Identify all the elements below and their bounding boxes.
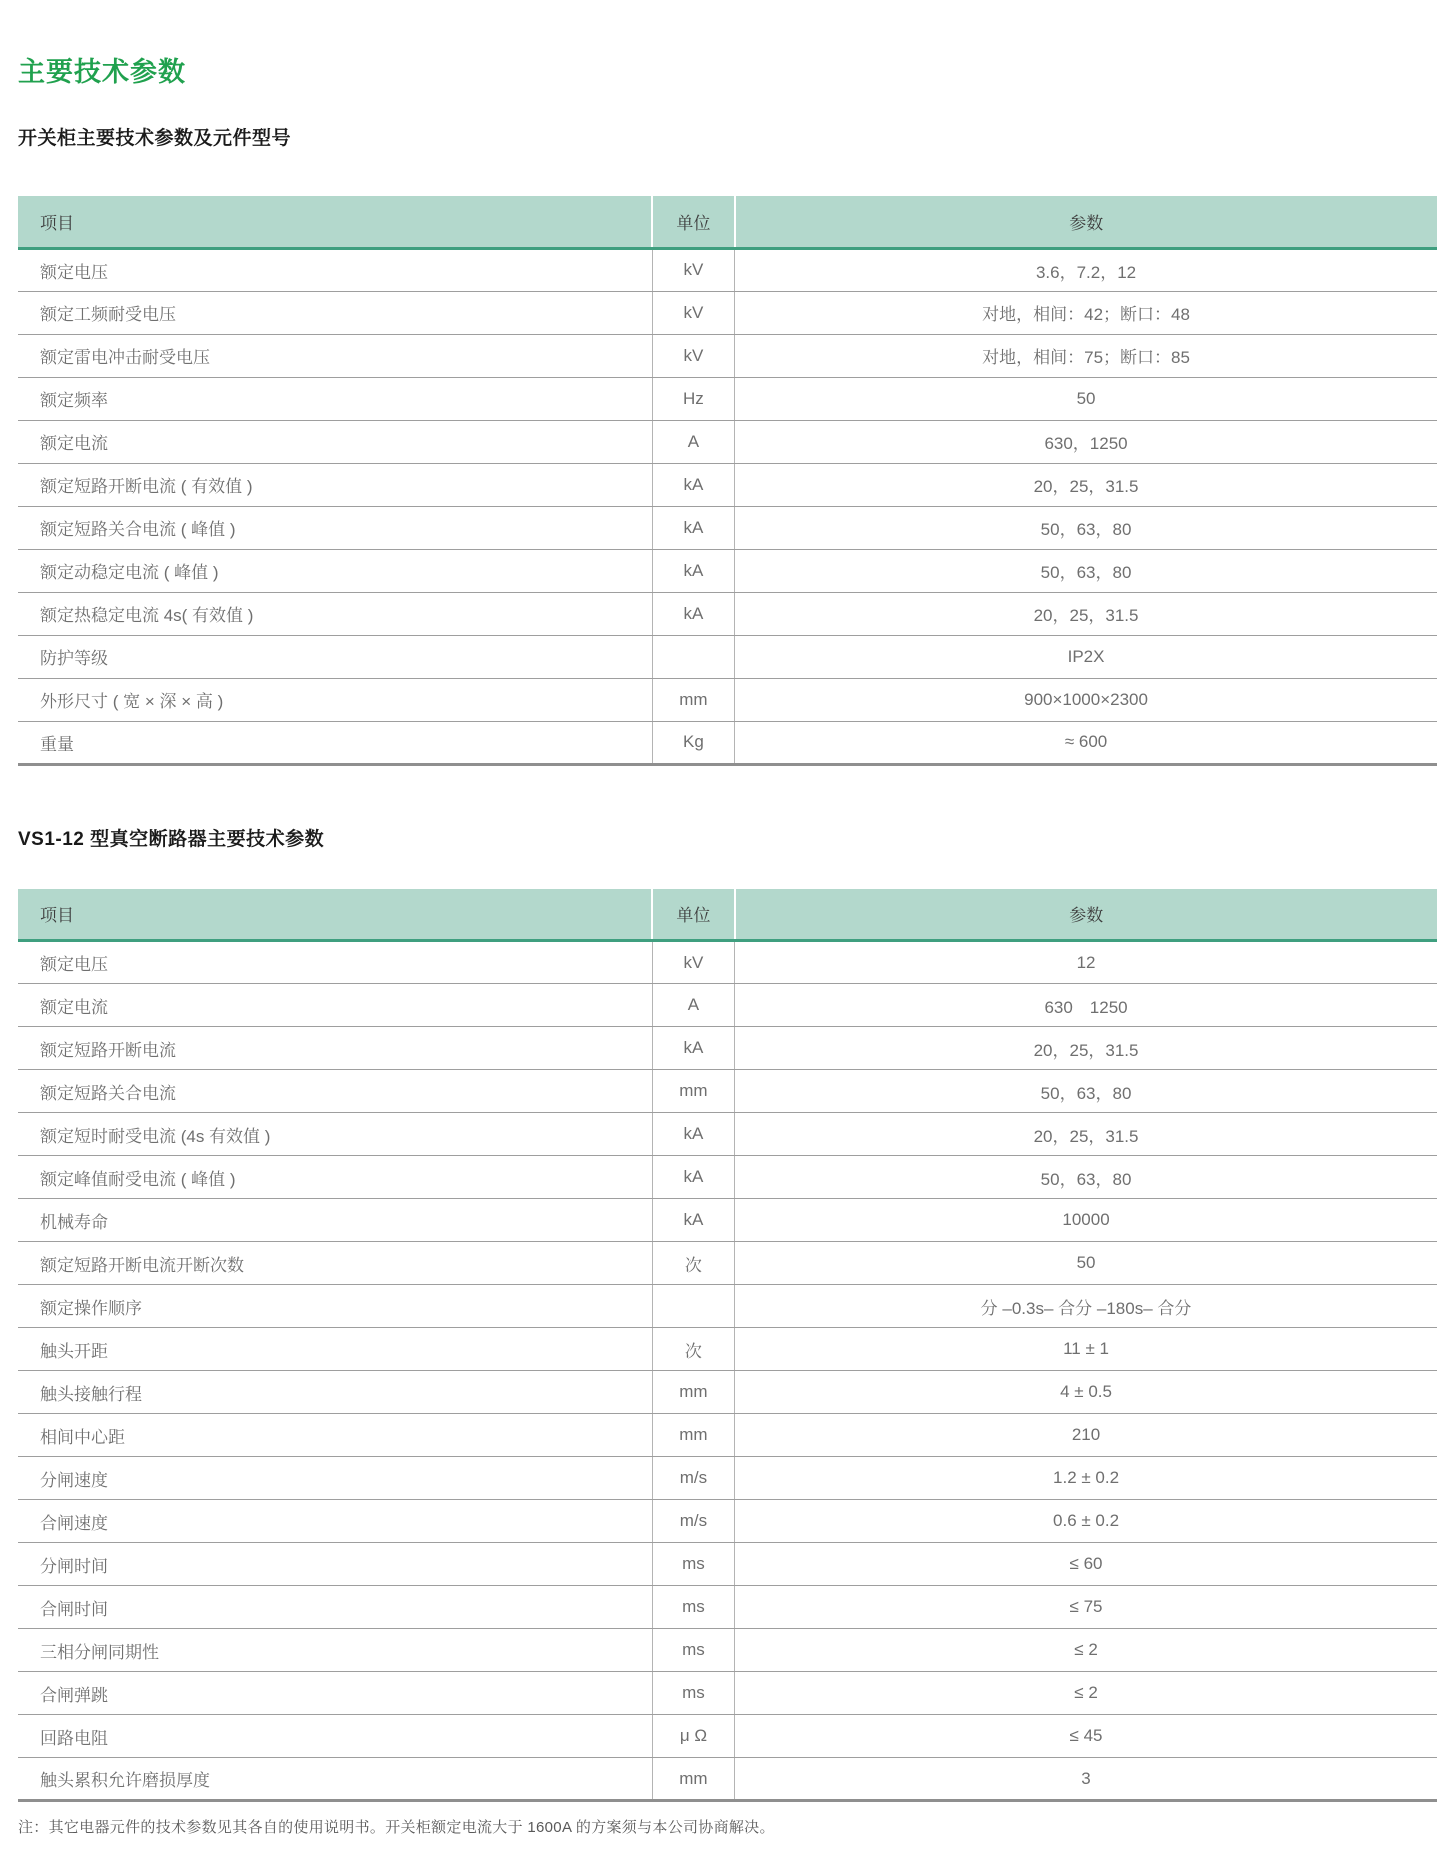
table-row <box>18 1758 1437 1801</box>
cell-value: 900×1000×2300 <box>735 678 1437 721</box>
table-row <box>18 377 1437 420</box>
cell-unit: kA <box>652 463 734 506</box>
table-row <box>18 1414 1437 1457</box>
cell-unit: 次 <box>652 1242 734 1285</box>
cell-item: 额定电流 <box>18 984 652 1027</box>
table-body-breaker <box>18 941 1437 1801</box>
cell-unit: kV <box>652 334 734 377</box>
cell-value: 20，25，31.5 <box>735 592 1437 635</box>
cell-unit: kA <box>652 1199 734 1242</box>
cell-item: 额定短路开断电流开断次数 <box>18 1242 652 1285</box>
cell-item: 相间中心距 <box>18 1414 652 1457</box>
table-row <box>18 463 1437 506</box>
table-row <box>18 549 1437 592</box>
table-row <box>18 248 1437 291</box>
cell-value: 50，63，80 <box>735 1156 1437 1199</box>
breaker-params-table <box>18 889 1437 1803</box>
table-header-row <box>18 196 1437 248</box>
footnote: 注：其它电器元件的技术参数见其各自的使用说明书。开关柜额定电流大于 1600A 的方案须与本公司协商解决。 <box>18 1819 775 1836</box>
cell-value: 对地，相间：42；断口：48 <box>735 291 1437 334</box>
cell-value: 对地，相间：75；断口：85 <box>735 334 1437 377</box>
cell-item: 额定工频耐受电压 <box>18 291 652 334</box>
cell-item: 额定热稳定电流 4s( 有效值 ) <box>18 592 652 635</box>
cell-item: 分闸速度 <box>18 1457 652 1500</box>
column-header-item: 项目 <box>18 196 652 248</box>
section-heading-breaker: VS1-12 型真空断路器主要技术参数 <box>18 828 325 850</box>
table-row <box>18 1328 1437 1371</box>
cell-unit: kA <box>652 1027 734 1070</box>
section-breaker-params <box>18 824 1437 1803</box>
cell-item: 额定动稳定电流 ( 峰值 ) <box>18 549 652 592</box>
column-header-unit: 单位 <box>652 889 734 941</box>
cell-item: 额定短路关合电流 <box>18 1070 652 1113</box>
cell-value: 3.6，7.2，12 <box>735 248 1437 291</box>
table-row <box>18 506 1437 549</box>
cell-unit: kA <box>652 592 734 635</box>
cell-value: 0.6 ± 0.2 <box>735 1500 1437 1543</box>
cell-unit: kV <box>652 248 734 291</box>
cell-item: 触头累积允许磨损厚度 <box>18 1758 652 1801</box>
table-header-row <box>18 889 1437 941</box>
table-row <box>18 678 1437 721</box>
cell-unit: kV <box>652 291 734 334</box>
table-row <box>18 1543 1437 1586</box>
table-row <box>18 721 1437 764</box>
table-row <box>18 1285 1437 1328</box>
cell-value: 20，25，31.5 <box>735 463 1437 506</box>
cell-item: 额定电压 <box>18 941 652 984</box>
cell-value: 10000 <box>735 1199 1437 1242</box>
cell-unit: Hz <box>652 377 734 420</box>
cell-item: 分闸时间 <box>18 1543 652 1586</box>
cell-value: 分 –0.3s– 合分 –180s– 合分 <box>735 1285 1437 1328</box>
cell-unit: μ Ω <box>652 1715 734 1758</box>
cell-value: 210 <box>735 1414 1437 1457</box>
cell-item: 额定短路开断电流 ( 有效值 ) <box>18 463 652 506</box>
cell-unit: m/s <box>652 1500 734 1543</box>
column-header-value: 参数 <box>735 196 1437 248</box>
cell-item: 额定电流 <box>18 420 652 463</box>
cell-unit: mm <box>652 1070 734 1113</box>
cell-value: 4 ± 0.5 <box>735 1371 1437 1414</box>
cell-value: ≤ 2 <box>735 1672 1437 1715</box>
cell-unit: ms <box>652 1629 734 1672</box>
cell-value: 630 1250 <box>735 984 1437 1027</box>
page-title: 主要技术参数 <box>18 57 186 87</box>
table-row <box>18 1199 1437 1242</box>
cell-unit: mm <box>652 1414 734 1457</box>
section-heading-switchgear: 开关柜主要技术参数及元件型号 <box>18 128 292 149</box>
cell-value: 630，1250 <box>735 420 1437 463</box>
cell-value: 50，63，80 <box>735 1070 1437 1113</box>
cell-unit: 次 <box>652 1328 734 1371</box>
cell-value: 50，63，80 <box>735 549 1437 592</box>
table-row <box>18 1672 1437 1715</box>
cell-value: 50 <box>735 1242 1437 1285</box>
cell-item: 防护等级 <box>18 635 652 678</box>
cell-unit: ms <box>652 1543 734 1586</box>
cell-unit: kA <box>652 506 734 549</box>
cell-value: IP2X <box>735 635 1437 678</box>
cell-item: 额定电压 <box>18 248 652 291</box>
cell-unit: ms <box>652 1672 734 1715</box>
table-row <box>18 1070 1437 1113</box>
cell-unit: m/s <box>652 1457 734 1500</box>
cell-item: 触头接触行程 <box>18 1371 652 1414</box>
table-row <box>18 334 1437 377</box>
cell-value: 50，63，80 <box>735 506 1437 549</box>
table-row <box>18 291 1437 334</box>
table-row <box>18 592 1437 635</box>
cell-value: ≤ 2 <box>735 1629 1437 1672</box>
cell-item: 机械寿命 <box>18 1199 652 1242</box>
cell-value: 11 ± 1 <box>735 1328 1437 1371</box>
cell-item: 额定操作顺序 <box>18 1285 652 1328</box>
cell-item: 额定雷电冲击耐受电压 <box>18 334 652 377</box>
cell-item: 额定频率 <box>18 377 652 420</box>
cell-item: 额定短路关合电流 ( 峰值 ) <box>18 506 652 549</box>
cell-value: 3 <box>735 1758 1437 1801</box>
cell-item: 合闸弹跳 <box>18 1672 652 1715</box>
cell-value: 12 <box>735 941 1437 984</box>
cell-value: ≤ 75 <box>735 1586 1437 1629</box>
switchgear-params-table <box>18 196 1437 766</box>
cell-unit <box>652 1285 734 1328</box>
table-row <box>18 420 1437 463</box>
cell-unit: Kg <box>652 721 734 764</box>
table-row <box>18 1242 1437 1285</box>
table-row <box>18 635 1437 678</box>
cell-unit: A <box>652 984 734 1027</box>
cell-unit: kA <box>652 1156 734 1199</box>
cell-item: 触头开距 <box>18 1328 652 1371</box>
cell-value: 20，25，31.5 <box>735 1027 1437 1070</box>
column-header-unit: 单位 <box>652 196 734 248</box>
cell-value: ≤ 60 <box>735 1543 1437 1586</box>
cell-item: 回路电阻 <box>18 1715 652 1758</box>
table-row <box>18 1586 1437 1629</box>
table-row <box>18 1156 1437 1199</box>
cell-value: ≤ 45 <box>735 1715 1437 1758</box>
column-header-value: 参数 <box>735 889 1437 941</box>
table-row <box>18 1500 1437 1543</box>
cell-value: 1.2 ± 0.2 <box>735 1457 1437 1500</box>
cell-unit: mm <box>652 1371 734 1414</box>
cell-item: 重量 <box>18 721 652 764</box>
cell-item: 外形尺寸 ( 宽 × 深 × 高 ) <box>18 678 652 721</box>
table-row <box>18 984 1437 1027</box>
cell-unit: ms <box>652 1586 734 1629</box>
cell-unit: mm <box>652 1758 734 1801</box>
cell-value: 20，25，31.5 <box>735 1113 1437 1156</box>
table-row <box>18 1371 1437 1414</box>
table-row <box>18 1629 1437 1672</box>
table-body-switchgear <box>18 248 1437 764</box>
cell-value: 50 <box>735 377 1437 420</box>
cell-item: 三相分闸同期性 <box>18 1629 652 1672</box>
cell-item: 合闸时间 <box>18 1586 652 1629</box>
cell-item: 额定短时耐受电流 (4s 有效值 ) <box>18 1113 652 1156</box>
table-row <box>18 1027 1437 1070</box>
cell-unit: kA <box>652 549 734 592</box>
cell-unit: A <box>652 420 734 463</box>
table-row <box>18 1715 1437 1758</box>
table-row <box>18 1457 1437 1500</box>
cell-unit: kA <box>652 1113 734 1156</box>
table-row <box>18 1113 1437 1156</box>
cell-unit: kV <box>652 941 734 984</box>
cell-item: 合闸速度 <box>18 1500 652 1543</box>
table-row <box>18 941 1437 984</box>
cell-unit <box>652 635 734 678</box>
cell-item: 额定峰值耐受电流 ( 峰值 ) <box>18 1156 652 1199</box>
cell-unit: mm <box>652 678 734 721</box>
cell-item: 额定短路开断电流 <box>18 1027 652 1070</box>
column-header-item: 项目 <box>18 889 652 941</box>
section-switchgear-params <box>18 123 1437 766</box>
cell-value: ≈ 600 <box>735 721 1437 764</box>
